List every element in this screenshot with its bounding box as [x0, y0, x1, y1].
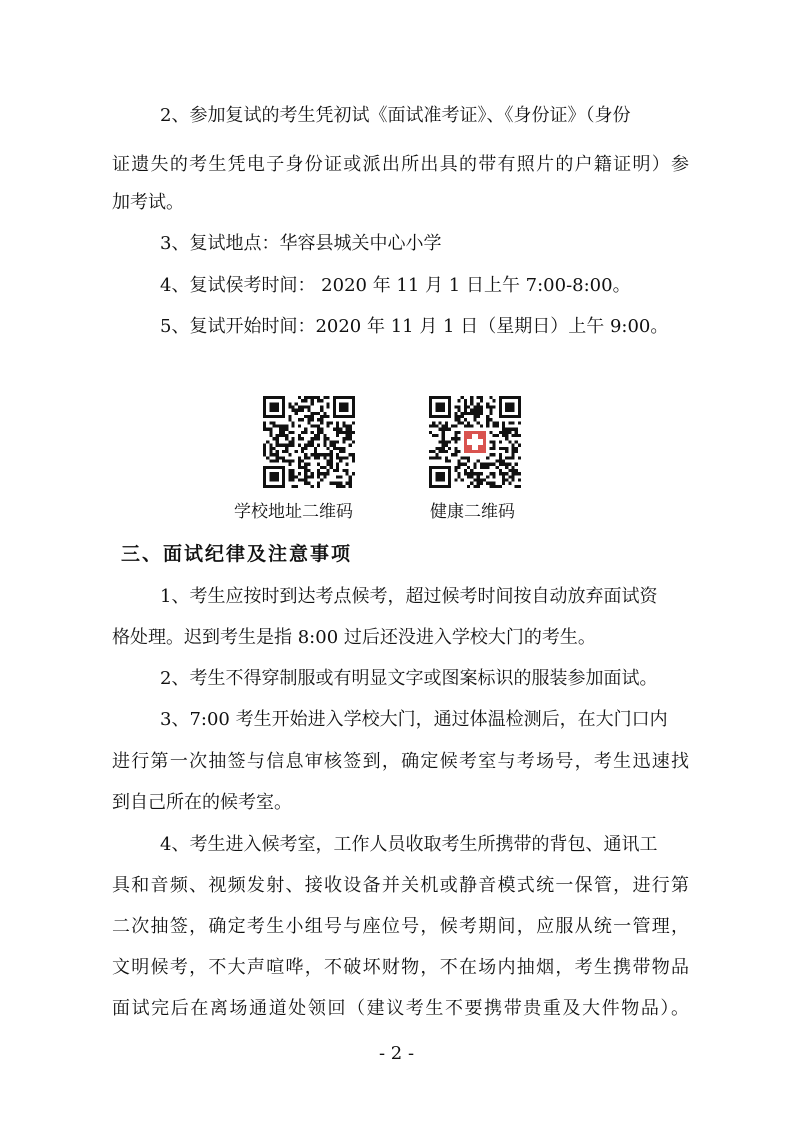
- item3-location: 3、复试地点：华容县城关中心小学: [160, 233, 442, 254]
- health-qr-caption: 健康二维码: [430, 502, 515, 522]
- school-address-qr-code: [263, 396, 355, 488]
- s3-item4-line3: 二次抽签，确定考生小组号与座位号，候考期间，应服从统一管理，: [112, 916, 689, 937]
- page-number: - 2 -: [378, 1043, 415, 1064]
- s3-item3-line1: 3、7:00 考生开始进入学校大门，通过体温检测后，在大门口内: [160, 709, 668, 730]
- s3-item1-line1: 1、考生应按时到达考点候考，超过候考时间按自动放弃面试资: [160, 586, 658, 607]
- s3-item3-line3: 到自己所在的候考室。: [112, 792, 292, 813]
- s3-item3-line2: 进行第一次抽签与信息审核签到，确定候考室与考场号，考生迅速找: [112, 751, 689, 772]
- health-qr-code: [429, 396, 521, 488]
- school-qr-caption: 学校地址二维码: [234, 502, 353, 522]
- s3-item4-line4: 文明候考，不大声喧哗，不破坏财物，不在场内抽烟，考生携带物品: [112, 957, 689, 978]
- section3-heading: 三、面试纪律及注意事项: [121, 543, 353, 565]
- s3-item1-line2: 格处理。迟到考生是指 8:00 过后还没进入学校大门的考生。: [112, 627, 596, 648]
- s3-item4-line2: 具和音频、视频发射、接收设备并关机或静音模式统一保管，进行第: [112, 875, 689, 896]
- s3-item4-line5: 面试完后在离场通道处领回（建议考生不要携带贵重及大件物品）。: [112, 998, 689, 1019]
- s3-item4-line1: 4、考生进入候考室，工作人员收取考生所携带的背包、通讯工: [160, 834, 658, 855]
- s3-item2: 2、考生不得穿制服或有明显文字或图案标识的服装参加面试。: [160, 668, 658, 689]
- item5-start-time: 5、复试开始时间：2020 年 11 月 1 日（星期日）上午 9:00。: [160, 316, 669, 337]
- item4-wait-time: 4、复试侯考时间： 2020 年 11 月 1 日上午 7:00-8:00。: [160, 275, 631, 296]
- item2-line3: 加考试。: [112, 192, 184, 213]
- item2-line1: 2、参加复试的考生凭初试《面试准考证》、《身份证》（身份: [160, 105, 631, 126]
- item2-line2: 证遗失的考生凭电子身份证或派出所出具的带有照片的户籍证明）参: [112, 154, 689, 175]
